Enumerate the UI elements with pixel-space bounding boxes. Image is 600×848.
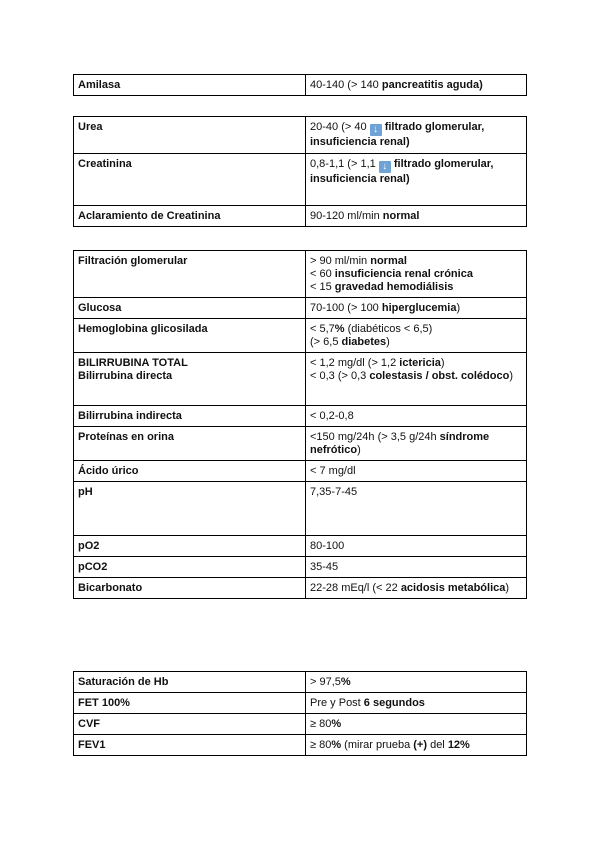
table-row [74,75,527,96]
row-value: 22-28 mEq/l (< 22 acidosis metabólica) [306,578,527,599]
row-label: pH [74,482,306,536]
row-label: Hemoglobina glicosilada [74,319,306,353]
row-label: Urea [74,117,306,154]
row-label: FEV1 [74,735,306,756]
table-row [74,536,527,557]
row-value: Pre y Post 6 segundos [306,693,527,714]
row-value: > 90 ml/min normal < 60 insuficiencia renal crónica < 15 gravedad hemodiálisis [306,251,527,298]
row-value: 90-120 ml/min normal [306,206,527,227]
row-value: < 1,2 mg/dl (> 1,2 ictericia) < 0,3 (> 0,3 colestasis / obst. colédoco) [306,353,527,406]
row-value: 40-140 (> 140 pancreatitis aguda) [306,75,527,96]
row-label: pO2 [74,536,306,557]
table-row [74,427,527,461]
table-respiratory [73,671,527,756]
table-row [74,557,527,578]
row-value: 20-40 (> 40 ↓ filtrado glomerular, insuficiencia renal) [306,117,527,154]
row-value: ≥ 80% [306,714,527,735]
row-label: Bicarbonato [74,578,306,599]
table-row [74,693,527,714]
row-label: Aclaramiento de Creatinina [74,206,306,227]
table-row [74,672,527,693]
table-row [74,117,527,154]
table-amilasa [73,74,527,96]
table-row [74,406,527,427]
row-label: Proteínas en orina [74,427,306,461]
row-label: FET 100% [74,693,306,714]
row-label: Amilasa [74,75,306,96]
row-value: 0,8-1,1 (> 1,1 ↓ filtrado glomerular, insuficiencia renal) [306,154,527,206]
table-row [74,251,527,298]
row-label: Filtración glomerular [74,251,306,298]
table-row [74,714,527,735]
table-renal [73,116,527,227]
down-arrow-icon: ↓ [379,161,391,173]
table-metabolic [73,250,527,599]
table-row [74,353,527,406]
row-label: pCO2 [74,557,306,578]
row-label: Bilirrubina indirecta [74,406,306,427]
table-row [74,735,527,756]
row-value: 80-100 [306,536,527,557]
table-row [74,206,527,227]
row-label: Glucosa [74,298,306,319]
row-label: Saturación de Hb [74,672,306,693]
table-row [74,578,527,599]
row-label: BILIRRUBINA TOTAL Bilirrubina directa [74,353,306,406]
row-value: < 0,2-0,8 [306,406,527,427]
row-value: <150 mg/24h (> 3,5 g/24h síndrome nefrótico) [306,427,527,461]
row-label: Ácido úrico [74,461,306,482]
row-value: 70-100 (> 100 hiperglucemia) [306,298,527,319]
table-row [74,298,527,319]
table-row [74,319,527,353]
down-arrow-icon: ↓ [370,124,382,136]
row-value: 35-45 [306,557,527,578]
table-row [74,482,527,536]
row-value: ≥ 80% (mirar prueba (+) del 12% [306,735,527,756]
table-row [74,154,527,206]
row-value: < 7 mg/dl [306,461,527,482]
row-value: > 97,5% [306,672,527,693]
row-value: 7,35-7-45 [306,482,527,536]
table-row [74,461,527,482]
row-label: CVF [74,714,306,735]
row-label: Creatinina [74,154,306,206]
row-value: < 5,7% (diabéticos < 6,5) (> 6,5 diabetes) [306,319,527,353]
